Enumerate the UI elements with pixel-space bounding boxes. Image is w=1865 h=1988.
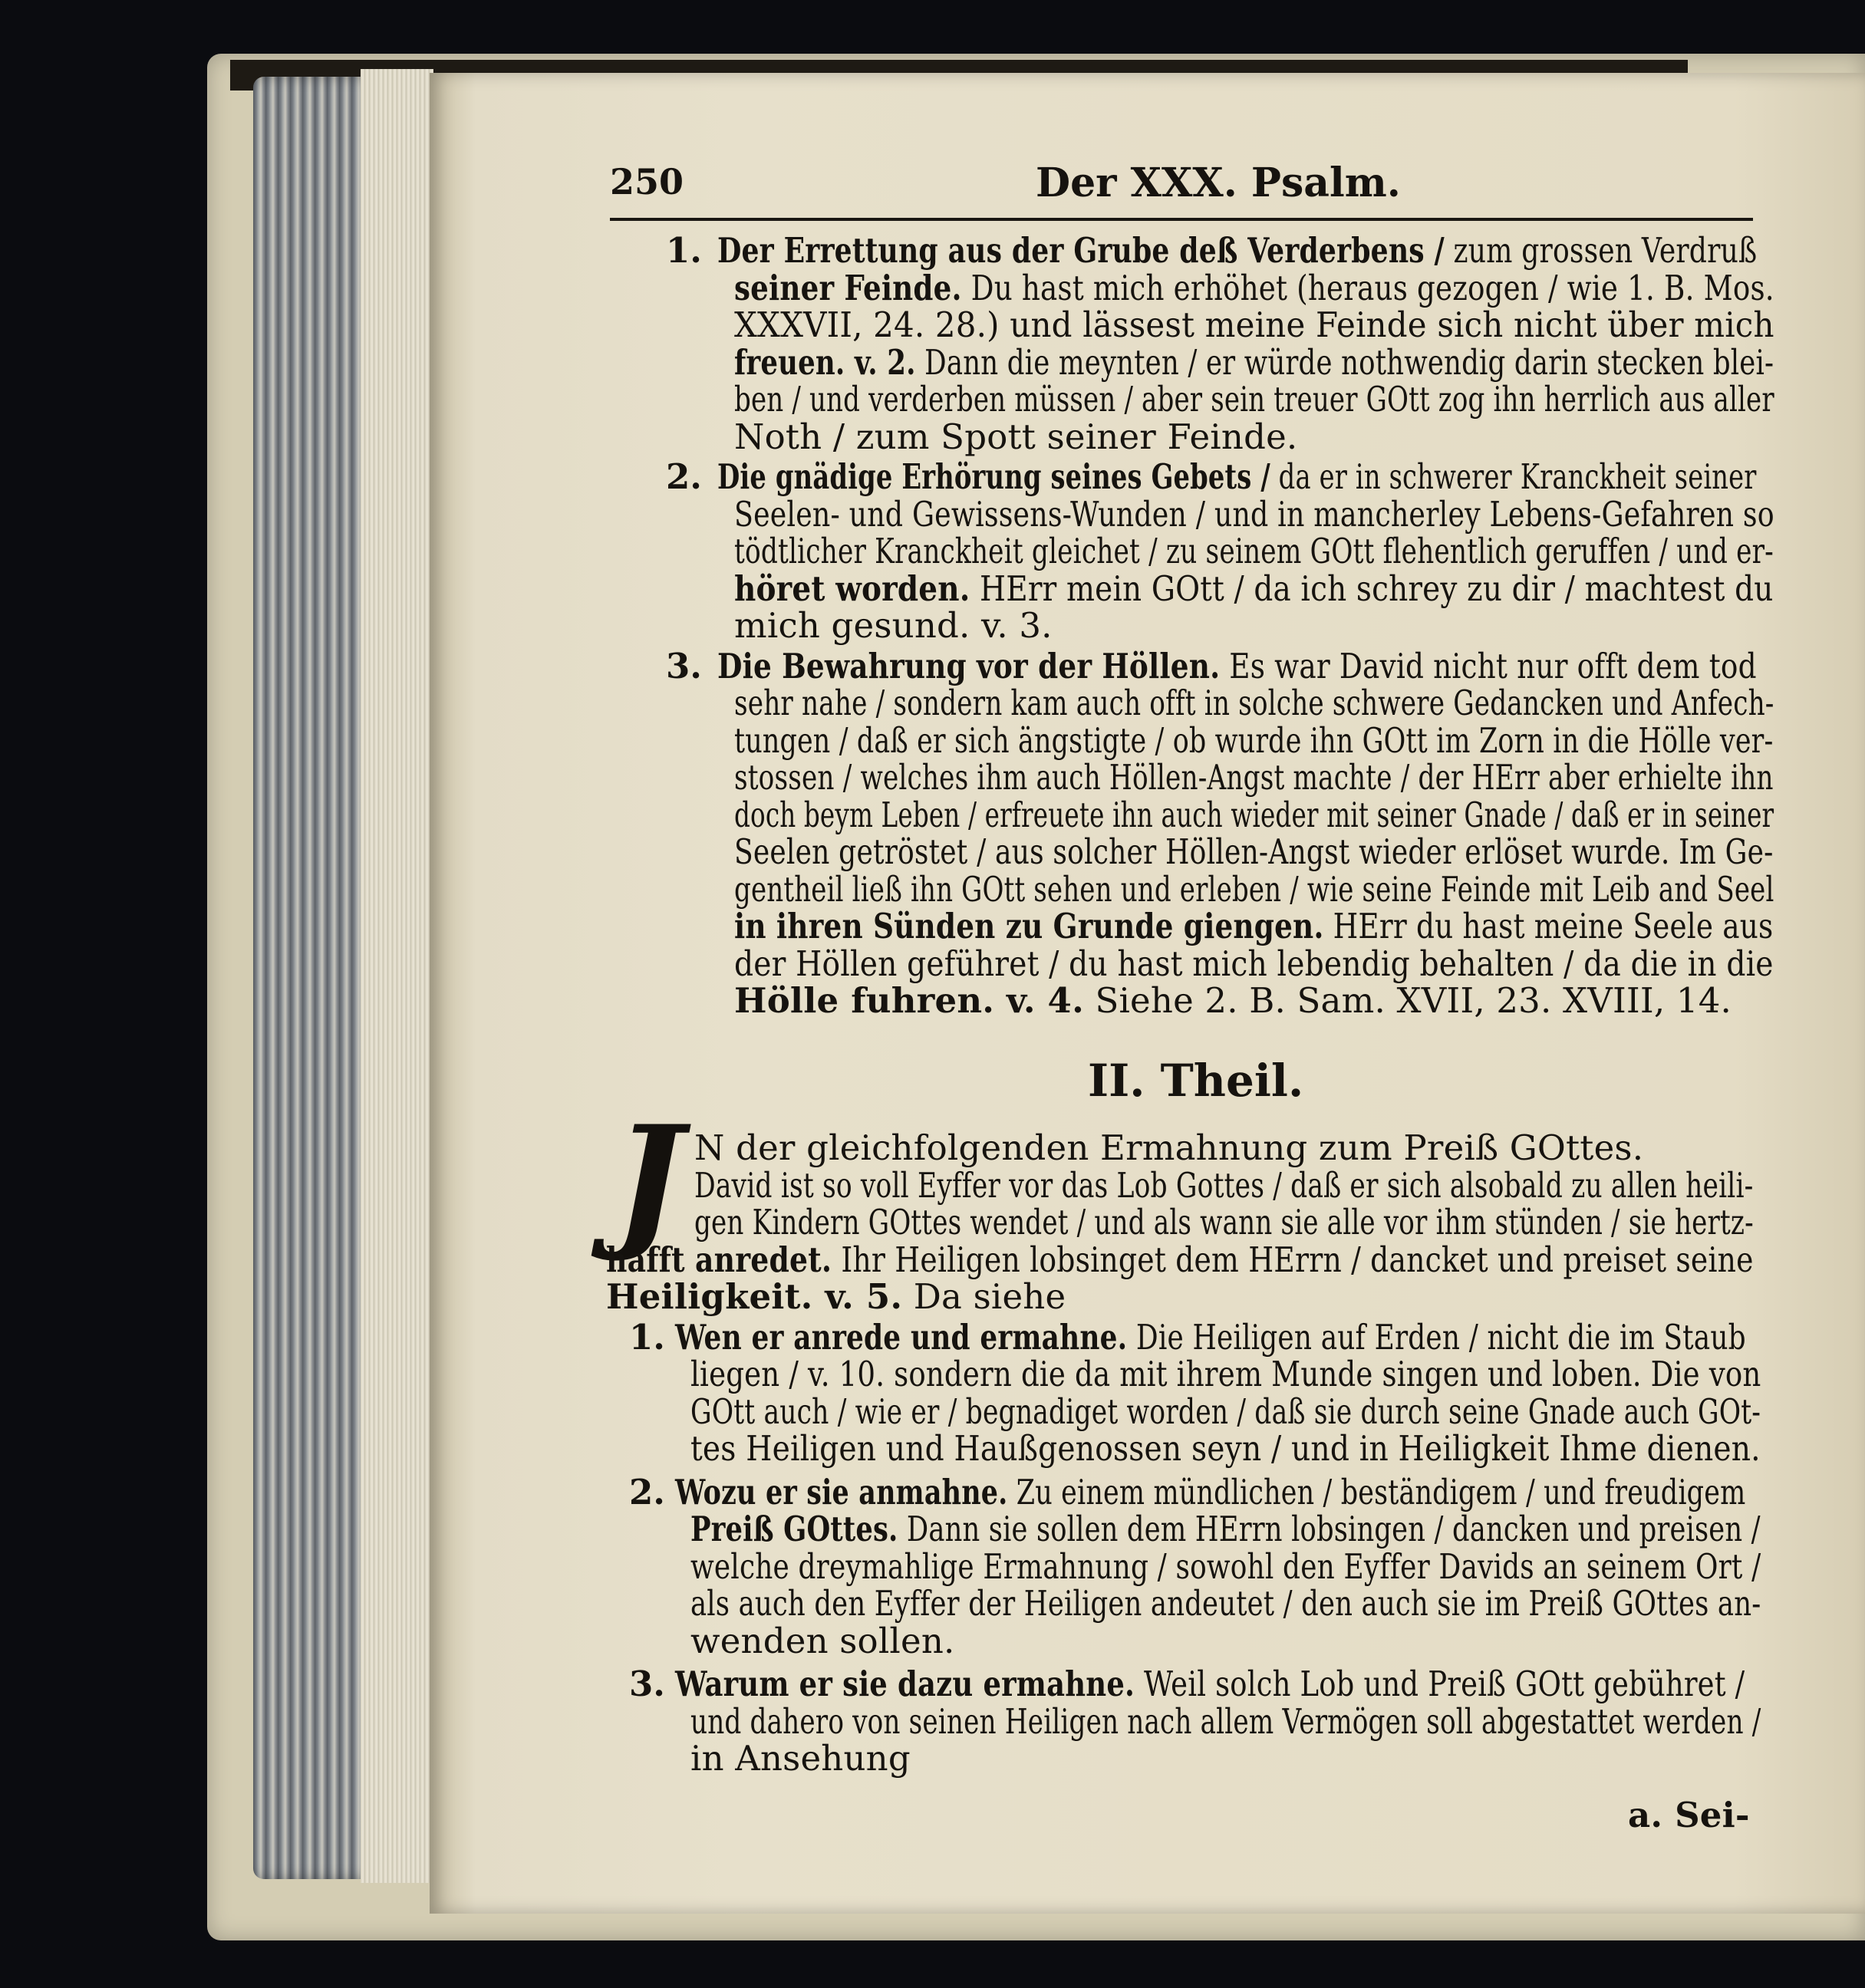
text-line: [717, 646, 1757, 686]
line-text: Die gnädige Erhörung seines Gebets /: [717, 456, 1270, 497]
drop-cap: J: [614, 1094, 684, 1265]
text-line: [734, 268, 1774, 308]
line-text: hafft anredet.: [606, 1239, 832, 1280]
line-text: gen Kindern GOttes wendet / und als wann sie alle vor ihm stünden / sie hertz-: [694, 1202, 1754, 1242]
text-line: [690, 1354, 1761, 1394]
line-text: der Höllen geführet / du hast mich lebendig behalten / da die in die: [734, 943, 1774, 984]
line-text-cont: zum grossen Verdruß: [1444, 230, 1758, 271]
line-text: Der Errettung aus der Grube deß Verderbens /: [717, 230, 1445, 271]
line-text: Wen er anrede und ermahne.: [675, 1316, 1128, 1358]
text-line: [690, 1701, 1761, 1742]
item-number: 2.: [666, 456, 702, 497]
text-line: [717, 230, 1757, 271]
line-text-cont: Zu einem mündlichen / beständigem / und freudigem: [1007, 1471, 1746, 1512]
item-number: 1.: [666, 230, 702, 271]
text-line: [694, 1202, 1754, 1242]
line-text-cont: Du hast mich erhöhet (heraus gezogen / wie 1. B. Mos.: [961, 267, 1774, 308]
text-line: [690, 1428, 1761, 1469]
line-text: wenden sollen.: [690, 1620, 955, 1661]
line-text: Wozu er sie anmahne.: [675, 1471, 1008, 1512]
text-line: [734, 757, 1774, 798]
line-text-cont: Weil solch Lob und Preiß GOtt gebühret /: [1135, 1664, 1745, 1704]
line-text: David ist so voll Eyffer vor das Lob Gottes / daß er sich alsobald zu allen heili-: [694, 1164, 1754, 1206]
line-text-cont: Es war David nicht nur offt dem tod: [1220, 645, 1757, 686]
line-text: gentheil ließ ihn GOtt sehen und erleben / wie seine Feinde mit Leib and Seel: [734, 868, 1774, 910]
text-line: [606, 1239, 1754, 1280]
text-line: [734, 304, 1774, 345]
running-title: Der XXX. Psalm.: [1036, 160, 1401, 206]
item-number: 2.: [629, 1471, 665, 1512]
line-text: liegen / v. 10. sondern die da mit ihrem Munde singen und loben. Die von: [690, 1354, 1761, 1394]
line-text: ben / und verderben müssen / aber sein treuer GOtt zog ihn herrlich aus aller: [734, 379, 1774, 420]
line-text-cont: Dann die meynten / er würde nothwendig darin stecken blei-: [915, 341, 1774, 383]
text-line: [734, 980, 1732, 1021]
text-line: [690, 1509, 1761, 1549]
line-text: Preiß GOttes.: [690, 1509, 898, 1549]
line-text: in ihren Sünden zu Grunde giengen.: [734, 906, 1324, 946]
line-text: Seelen getröstet / aus solcher Höllen-Angst wieder erlöset wurde. Im Ge-: [734, 831, 1774, 872]
part-heading: II. Theil.: [1088, 1055, 1304, 1107]
line-text: tes Heiligen und Haußgenossen seyn / und in Heiligkeit Ihme dienen.: [690, 1428, 1761, 1469]
line-text: höret worden.: [734, 568, 970, 609]
text-line: [734, 831, 1773, 872]
text-line: [690, 1738, 911, 1779]
text-line: [675, 1317, 1746, 1358]
line-text: XXXVII, 24. 28.) und lässest meine Feinde sich nicht über mich: [734, 304, 1774, 345]
text-line: [734, 531, 1774, 571]
line-text-cont: Dann sie sollen dem HErrn lobsingen / dancken und preisen /: [898, 1509, 1761, 1549]
text-line: [734, 568, 1773, 609]
page-number: 250: [610, 161, 684, 202]
line-text: und dahero von seinen Heiligen nach allem Vermögen soll abgestattet werden /: [690, 1700, 1761, 1742]
text-line: [675, 1472, 1745, 1512]
line-text: Hölle fuhren. v. 4.: [734, 980, 1084, 1021]
header-rule: [610, 218, 1753, 221]
text-line: [606, 1276, 1066, 1317]
line-text-cont: HErr mein GOtt / da ich schrey zu dir / machtest du: [970, 568, 1774, 609]
line-text: Warum er sie dazu ermahne.: [675, 1664, 1135, 1704]
text-line: [690, 1621, 955, 1661]
text-line: [690, 1583, 1761, 1624]
text-line: [734, 943, 1774, 984]
text-line: [734, 416, 1297, 457]
text-line: [734, 605, 1053, 646]
text-line: [734, 494, 1774, 535]
text-line: [734, 720, 1773, 761]
line-text: stossen / welches ihm auch Höllen-Angst machte / der HErr aber erhielte ihn: [734, 757, 1774, 798]
item-number: 3.: [666, 645, 702, 686]
line-text: Die Bewahrung vor der Höllen.: [717, 645, 1221, 686]
catchword: a. Sei-: [1628, 1795, 1750, 1835]
text-line: [694, 1127, 1643, 1168]
line-text: in Ansehung: [690, 1738, 911, 1779]
line-text: N der gleichfolgenden Ermahnung zum Preiß GOttes.: [694, 1127, 1644, 1168]
line-text: welche dreymahlige Ermahnung / sowohl den Eyffer Davids an seinem Ort /: [690, 1545, 1761, 1587]
text-line: [734, 906, 1773, 946]
item-number: 1.: [629, 1316, 665, 1358]
line-text: Seelen- und Gewissens-Wunden / und in mancherley Lebens-Gefahren so: [734, 493, 1774, 535]
line-text: doch beym Leben / erfreuete ihn auch wieder mit seiner Gnade / daß er in seiner: [734, 794, 1774, 835]
text-line: [717, 456, 1757, 497]
line-text-cont: Die Heiligen auf Erden / nicht die im Staub: [1127, 1316, 1746, 1358]
text-line: [734, 795, 1774, 835]
line-text: seiner Feinde.: [734, 267, 962, 308]
text-line: [690, 1391, 1761, 1432]
line-text: freuen. v. 2.: [734, 341, 916, 383]
text-line: [694, 1165, 1753, 1206]
line-text-cont: Siehe 2. B. Sam. XVII, 23. XVIII, 14.: [1083, 980, 1732, 1021]
line-text: tödtlicher Kranckheit gleichet / zu seinem GOtt flehentlich geruffen / und er-: [734, 531, 1774, 571]
line-text: tungen / daß er sich ängstigte / ob wurde ihn GOtt im Zorn in die Hölle ver-: [734, 719, 1774, 761]
line-text: sehr nahe / sondern kam auch offt in solche schwere Gedancken und Anfech-: [734, 683, 1774, 723]
item-number: 3.: [629, 1664, 665, 1704]
line-text-cont: Da siehe: [902, 1276, 1066, 1317]
line-text: als auch den Eyffer der Heiligen andeutet / den auch sie im Preiß GOttes an-: [690, 1583, 1761, 1624]
line-text: GOtt auch / wie er / begnadiget worden / daß sie durch seine Gnade auch GOt-: [690, 1391, 1761, 1432]
text-line: [734, 869, 1774, 910]
text-line: [690, 1546, 1761, 1587]
text-line: [675, 1664, 1745, 1704]
line-text-cont: Ihr Heiligen lobsinget dem HErrn / dancket und preiset seine: [832, 1239, 1754, 1280]
text-line: [734, 342, 1774, 383]
line-text: Noth / zum Spott seiner Feinde.: [734, 416, 1298, 457]
line-text: Heiligkeit. v. 5.: [606, 1276, 903, 1317]
text-line: [734, 683, 1774, 723]
line-text-cont: da er in schwerer Kranckheit seiner: [1270, 456, 1757, 497]
line-text: mich gesund. v. 3.: [734, 605, 1053, 646]
line-text-cont: HErr du hast meine Seele aus: [1323, 906, 1774, 946]
text-line: [734, 379, 1774, 420]
